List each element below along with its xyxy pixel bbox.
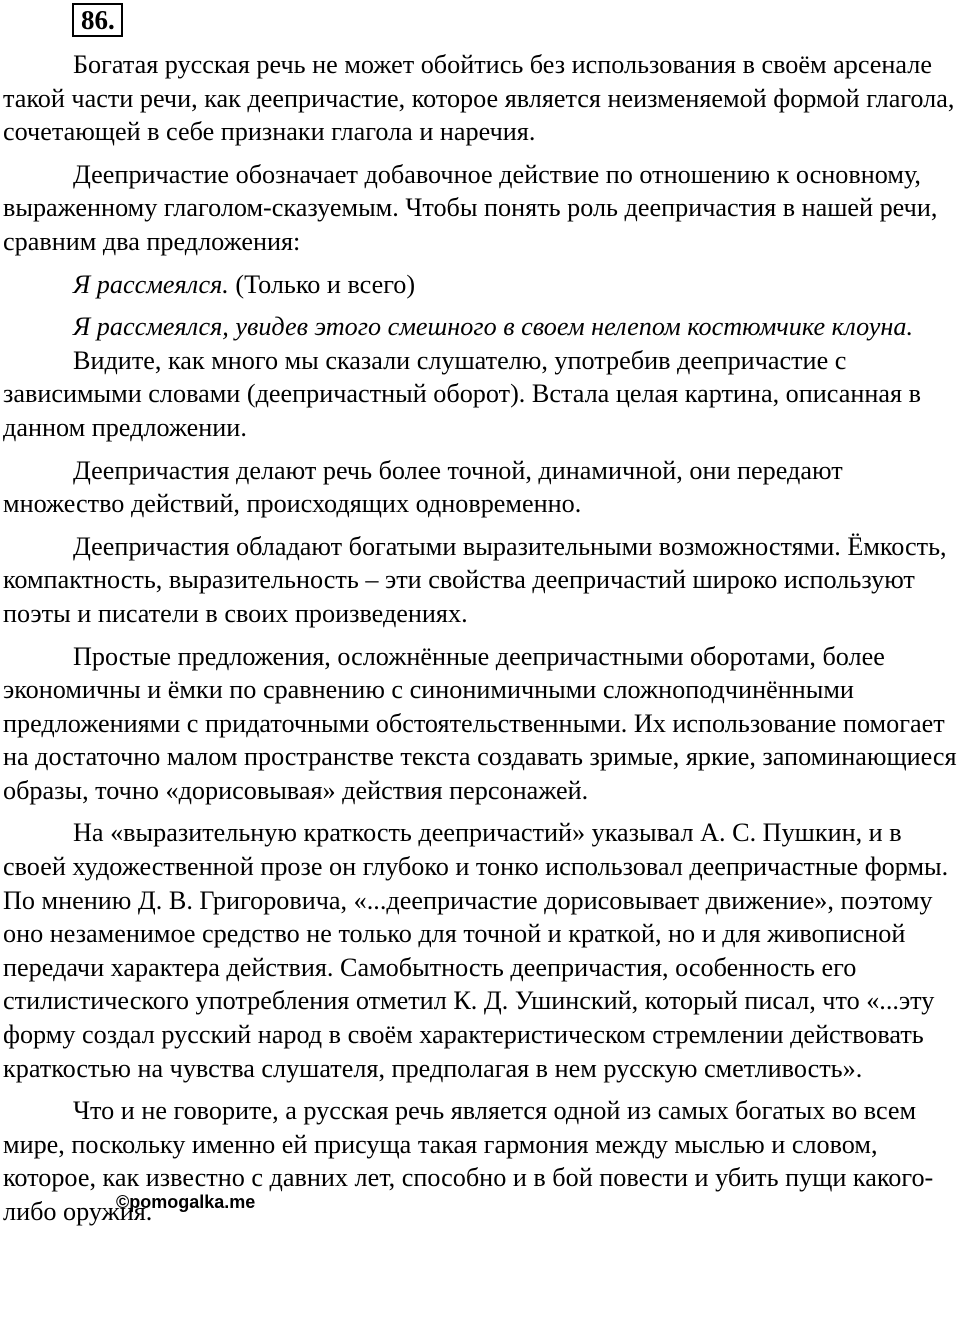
document-text xyxy=(3,48,958,1229)
paragraph-explanation: Видите, как много мы сказали слушателю, употребив деепричастие с зависимыми словами (деепричастный оборот). Встала целая картина, описанная в данном предложении. xyxy=(3,345,921,442)
exercise-number: 86. xyxy=(72,3,123,37)
paragraph-conclusion: Что и не говорите, а русская речь является одной из самых богатых во всем мире, поскольку именно ей присуща такая гармония между мыслью и словом, которое, как известно с давних лет, способно и в бой повести и убить пущи какого-либо оружия. xyxy=(3,1096,934,1226)
watermark: ©pomogalka.me xyxy=(116,1192,256,1212)
example-sentence-2: Я рассмеялся, увидев этого смешного в своем нелепом костюмчике клоуна. xyxy=(73,312,913,342)
paragraph-simple-sentences: Простые предложения, осложнённые деепричастными оборотами, более экономичны и ёмки по сравнению с синонимичными сложноподчинёнными предложениями с придаточными обстоятельственными. Их использование помогает на достаточно малом пространстве текста создавать зримые, яркие, запоминающиеся образы, точно «дорисовывая» действия персонажей. xyxy=(3,641,957,805)
example-sentence-1 xyxy=(3,268,958,302)
paragraph-expressiveness: Деепричастия обладают богатыми выразительными возможностями. Ёмкость, компактность, выразительность – эти свойства деепричастий широко используют поэты и писатели в своих произведениях. xyxy=(3,531,947,628)
paragraph-precision: Деепричастия делают речь более точной, динамичной, они передают множество действий, происходящих одновременно. xyxy=(3,455,843,519)
paragraph-definition: Деепричастие обозначает добавочное действие по отношению к основному, выраженному глаголом-сказуемым. Чтобы понять роль деепричастия в нашей речи, сравним два предложения: xyxy=(3,159,938,256)
example-1-comment: (Только и всего) xyxy=(228,269,416,299)
paragraph-intro: Богатая русская речь не может обойтись без использования в своём арсенале такой части речи, как деепричастие, которое является неизменяемой формой глагола, сочетающей в себе признаки глагола и наречия. xyxy=(3,50,955,147)
paragraph-pushkin: На «выразительную краткость деепричастий» указывал А. С. Пушкин, и в своей художественной прозе он глубоко и тонко использовал деепричастные формы. По мнению Д. В. Григоровича, «...деепричастие дорисовывает движение», поэтому оно незаменимое средство не только для точной и краткой, но и для живописной передачи характера действия. Самобытность деепричастия, особенность его стилистического употребления отметил К. Д. Ушинский, который писал, что «...эту форму создал русский народ в своём характеристическом стремлении действовать краткостью на чувства слушателя, предполагая в нем русскую сметливость». xyxy=(3,818,949,1083)
example-1-italic: Я рассмеялся. xyxy=(73,269,229,299)
